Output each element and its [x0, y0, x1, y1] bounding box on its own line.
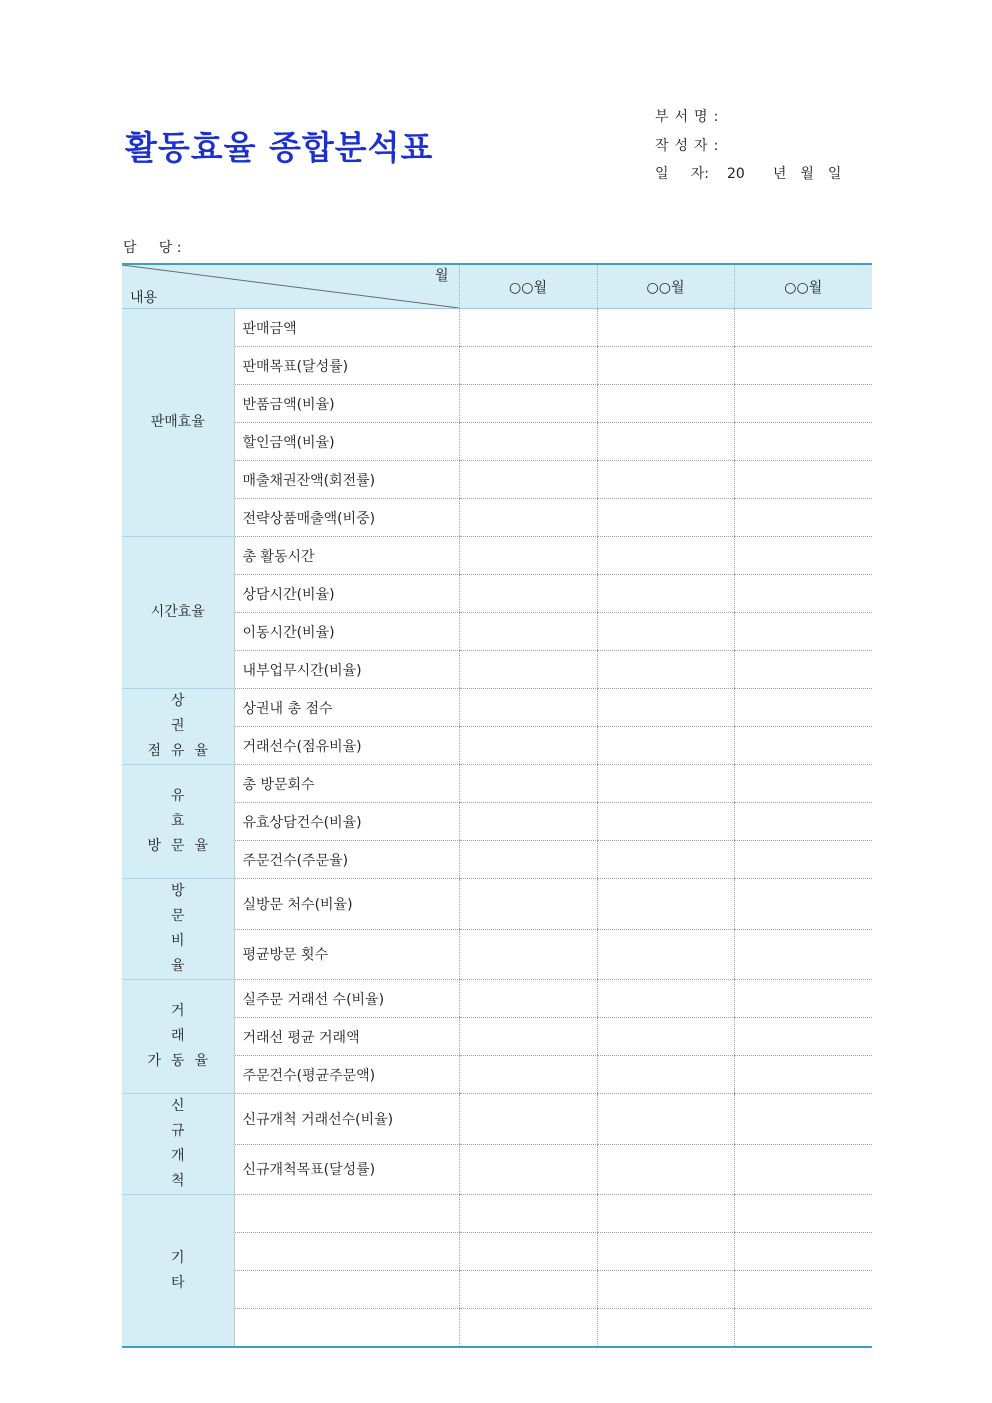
table-row: [122, 347, 872, 385]
category-label: 가동율: [147, 1053, 219, 1069]
value-cell-month-1[interactable]: [459, 499, 597, 537]
value-cell-month-3[interactable]: [734, 309, 872, 347]
category-label: 비율: [170, 933, 223, 974]
table-row: [122, 499, 872, 537]
category-label: 유효: [170, 788, 223, 829]
item-label: 반품금액(비율): [234, 385, 459, 423]
value-cell-month-1[interactable]: [459, 765, 597, 803]
value-cell-month-3[interactable]: [734, 1144, 872, 1195]
category-label: 신규: [170, 1098, 223, 1139]
category-label: 개척: [170, 1148, 223, 1189]
table-row: [122, 613, 872, 651]
value-cell-month-2[interactable]: [597, 499, 734, 537]
month-header-2: ○○월: [597, 264, 734, 309]
value-cell-month-2[interactable]: [597, 1309, 734, 1348]
table-row: [122, 1309, 872, 1348]
table-row: [122, 1195, 872, 1233]
value-cell-month-2[interactable]: [597, 929, 734, 980]
item-label: 총 방문회수: [234, 765, 459, 803]
category-cell: [122, 309, 234, 537]
table-row: [122, 309, 872, 347]
table-row: [122, 689, 872, 727]
value-cell-month-3[interactable]: [734, 575, 872, 613]
value-cell-month-1[interactable]: [459, 1271, 597, 1309]
value-cell-month-3[interactable]: [734, 689, 872, 727]
value-cell-month-1[interactable]: [459, 575, 597, 613]
table-row: [122, 461, 872, 499]
value-cell-month-2[interactable]: [597, 423, 734, 461]
value-cell-month-2[interactable]: [597, 461, 734, 499]
manager-label: 담 당 :: [123, 240, 182, 256]
table-row: [122, 841, 872, 879]
value-cell-month-2[interactable]: [597, 347, 734, 385]
table-row: [122, 929, 872, 980]
value-cell-month-2[interactable]: [597, 651, 734, 689]
value-cell-month-3[interactable]: [734, 980, 872, 1018]
value-cell-month-1[interactable]: [459, 727, 597, 765]
diag-content-label: 내용: [130, 290, 158, 306]
table-row: [122, 385, 872, 423]
value-cell-month-1[interactable]: [459, 423, 597, 461]
table-row: [122, 651, 872, 689]
value-cell-month-2[interactable]: [597, 575, 734, 613]
item-label: 매출채권잔액(회전률): [234, 461, 459, 499]
category-label: 상권: [170, 693, 223, 734]
item-label: 할인금액(비율): [234, 423, 459, 461]
value-cell-month-3[interactable]: [734, 765, 872, 803]
category-label: 판매효율: [150, 414, 205, 430]
table-row: [122, 423, 872, 461]
table-row: [122, 537, 872, 575]
value-cell-month-1[interactable]: [459, 347, 597, 385]
dept-field: [655, 106, 727, 126]
value-cell-month-2[interactable]: [597, 309, 734, 347]
item-label: 실주문 거래선 수(비율): [234, 980, 459, 1018]
value-cell-month-3[interactable]: [734, 347, 872, 385]
table-row: [122, 803, 872, 841]
value-cell-month-3[interactable]: [734, 461, 872, 499]
table-row: [122, 575, 872, 613]
value-cell-month-2[interactable]: [597, 1144, 734, 1195]
value-cell-month-2[interactable]: [597, 689, 734, 727]
author-field: [655, 135, 727, 155]
table-row: [122, 1056, 872, 1094]
value-cell-month-3[interactable]: [734, 1233, 872, 1271]
value-cell-month-1[interactable]: [459, 1018, 597, 1056]
item-label: 상담시간(비율): [234, 575, 459, 613]
item-label: 거래선 평균 거래액: [234, 1018, 459, 1056]
value-cell-month-1[interactable]: [459, 1056, 597, 1094]
value-cell-month-1[interactable]: [459, 1144, 597, 1195]
table-row: [122, 1018, 872, 1056]
manager-field: [123, 237, 195, 257]
table-header-row: [122, 264, 872, 309]
value-cell-month-2[interactable]: [597, 841, 734, 879]
date-month-unit: 월: [800, 166, 814, 182]
table-row: [122, 879, 872, 930]
value-cell-month-2[interactable]: [597, 727, 734, 765]
item-label: 신규개척목표(달성률): [234, 1144, 459, 1195]
category-label: 방문율: [147, 838, 219, 854]
value-cell-month-3[interactable]: [734, 1195, 872, 1233]
category-cell: [122, 1195, 234, 1348]
table-row: [122, 765, 872, 803]
item-label: [234, 1195, 459, 1233]
item-label: 유효상담건수(비율): [234, 803, 459, 841]
value-cell-month-1[interactable]: [459, 537, 597, 575]
value-cell-month-1[interactable]: [459, 461, 597, 499]
value-cell-month-3[interactable]: [734, 651, 872, 689]
value-cell-month-3[interactable]: [734, 613, 872, 651]
value-cell-month-3[interactable]: [734, 803, 872, 841]
value-cell-month-2[interactable]: [597, 1195, 734, 1233]
table-row: [122, 1233, 872, 1271]
diagonal-line: [122, 265, 459, 308]
table-row: [122, 1144, 872, 1195]
value-cell-month-1[interactable]: [459, 1094, 597, 1145]
date-day-unit: 일: [827, 166, 842, 182]
value-cell-month-3[interactable]: [734, 727, 872, 765]
item-label: [234, 1309, 459, 1348]
value-cell-month-1[interactable]: [459, 1233, 597, 1271]
value-cell-month-1[interactable]: [459, 1309, 597, 1348]
item-label: [234, 1271, 459, 1309]
value-cell-month-2[interactable]: [597, 385, 734, 423]
value-cell-month-2[interactable]: [597, 1094, 734, 1145]
value-cell-month-2[interactable]: [597, 879, 734, 930]
item-label: 상권내 총 점수: [234, 689, 459, 727]
category-cell: [122, 1094, 234, 1195]
value-cell-month-3[interactable]: [734, 879, 872, 930]
value-cell-month-3[interactable]: [734, 929, 872, 980]
value-cell-month-1[interactable]: [459, 385, 597, 423]
value-cell-month-3[interactable]: [734, 1271, 872, 1309]
date-year-unit: 년: [772, 166, 787, 182]
item-label: 평균방문 횟수: [234, 929, 459, 980]
item-label: 신규개척 거래선수(비율): [234, 1094, 459, 1145]
category-cell: [122, 765, 234, 879]
value-cell-month-1[interactable]: [459, 803, 597, 841]
month-header-3: ○○월: [734, 264, 872, 309]
item-label: 총 활동시간: [234, 537, 459, 575]
month-header-1: ○○월: [459, 264, 597, 309]
value-cell-month-3[interactable]: [734, 1018, 872, 1056]
item-label: 실방문 처수(비율): [234, 879, 459, 930]
value-cell-month-3[interactable]: [734, 841, 872, 879]
value-cell-month-2[interactable]: [597, 765, 734, 803]
value-cell-month-1[interactable]: [459, 1195, 597, 1233]
value-cell-month-2[interactable]: [597, 1056, 734, 1094]
date-field: [655, 163, 841, 183]
value-cell-month-1[interactable]: [459, 613, 597, 651]
value-cell-month-3[interactable]: [734, 1309, 872, 1348]
value-cell-month-2[interactable]: [597, 803, 734, 841]
category-cell: [122, 537, 234, 689]
category-label: 방문: [170, 883, 223, 924]
item-label: 주문건수(평균주문액): [234, 1056, 459, 1094]
value-cell-month-1[interactable]: [459, 689, 597, 727]
value-cell-month-2[interactable]: [597, 613, 734, 651]
value-cell-month-2[interactable]: [597, 537, 734, 575]
page-title: 활동효율 종합분석표: [125, 128, 434, 167]
date-year: 20: [727, 166, 745, 182]
value-cell-month-1[interactable]: [459, 879, 597, 930]
value-cell-month-1[interactable]: [459, 980, 597, 1018]
table-row: [122, 980, 872, 1018]
item-label: 이동시간(비율): [234, 613, 459, 651]
value-cell-month-2[interactable]: [597, 1271, 734, 1309]
item-label: 거래선수(점유비율): [234, 727, 459, 765]
value-cell-month-1[interactable]: [459, 651, 597, 689]
category-label: 점유율: [147, 743, 219, 759]
item-label: 판매목표(달성률): [234, 347, 459, 385]
diag-month-label: 월: [434, 268, 449, 284]
value-cell-month-3[interactable]: [734, 537, 872, 575]
value-cell-month-3[interactable]: [734, 499, 872, 537]
diagonal-header-cell: [122, 264, 459, 309]
item-label: 판매금액: [234, 309, 459, 347]
category-label: 시간효율: [150, 604, 205, 620]
value-cell-month-3[interactable]: [734, 1056, 872, 1094]
dept-label: 부서명:: [655, 109, 725, 125]
value-cell-month-2[interactable]: [597, 980, 734, 1018]
item-label: 내부업무시간(비율): [234, 651, 459, 689]
category-cell: [122, 879, 234, 980]
value-cell-month-2[interactable]: [597, 1018, 734, 1056]
value-cell-month-2[interactable]: [597, 1233, 734, 1271]
category-label: 거래: [170, 1003, 223, 1044]
author-label: 작성자:: [655, 138, 725, 154]
table-row: [122, 1094, 872, 1145]
value-cell-month-3[interactable]: [734, 385, 872, 423]
item-label: [234, 1233, 459, 1271]
value-cell-month-3[interactable]: [734, 1094, 872, 1145]
analysis-table: [122, 263, 872, 1348]
date-label: 일 자:: [655, 166, 710, 182]
category-label: 기타: [170, 1249, 223, 1291]
category-cell: [122, 689, 234, 765]
category-cell: [122, 980, 234, 1094]
value-cell-month-3[interactable]: [734, 423, 872, 461]
item-label: 주문건수(주문율): [234, 841, 459, 879]
value-cell-month-1[interactable]: [459, 309, 597, 347]
value-cell-month-1[interactable]: [459, 841, 597, 879]
item-label: 전략상품매출액(비중): [234, 499, 459, 537]
table-row: [122, 1271, 872, 1309]
table-row: [122, 727, 872, 765]
value-cell-month-1[interactable]: [459, 929, 597, 980]
